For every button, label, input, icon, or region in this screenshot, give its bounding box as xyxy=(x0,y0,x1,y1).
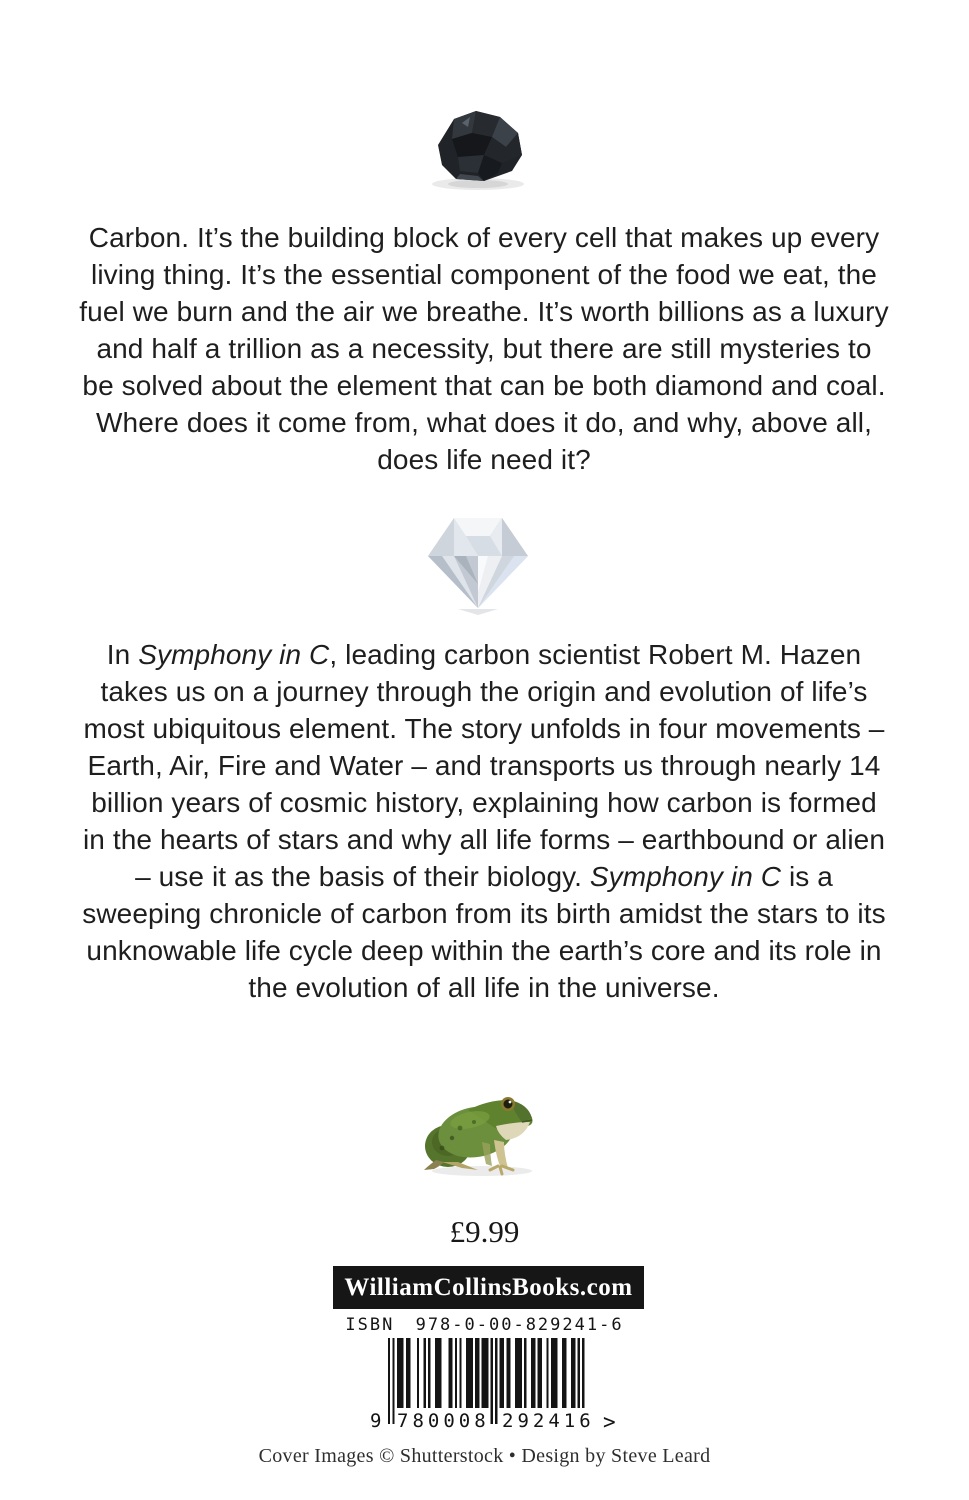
publisher-banner xyxy=(333,1266,644,1309)
intro-paragraph-text: Carbon. It’s the building block of every cell that makes up every living thing. It’s the essential component of the food we eat, the fuel we burn and the air we breathe. It’s worth billions as a luxury and half a trillion as a necessity, but there are still mysteries to be solved about the element that can be both diamond and coal. Where does it come from, what does it do, and why, above all, does life need it? xyxy=(79,222,889,475)
book-title-italic-2: Symphony in C xyxy=(589,861,782,892)
barcode xyxy=(372,1338,622,1438)
diamond-icon xyxy=(418,512,538,616)
isbn-label: ISBN 978-0-00-829241-6 xyxy=(345,1315,624,1335)
intro-paragraph xyxy=(78,219,890,478)
description-suffix: is a sweeping chronicle of carbon from its birth amidst the stars to its unknowable life cycle deep within the earth’s core and its role in the evolution of all life in the universe. xyxy=(82,861,886,1003)
cover-credit: Cover Images © Shutterstock • Design by Steve Leard xyxy=(258,1445,711,1467)
coal-image xyxy=(418,103,540,193)
frog-image xyxy=(418,1082,550,1180)
price-label: £9.99 xyxy=(449,1214,520,1249)
barcode-digit-lead: 9 xyxy=(370,1410,382,1432)
frog-icon xyxy=(418,1082,550,1180)
description-paragraph xyxy=(78,636,890,1006)
barcode-digits-right-group: 292416 xyxy=(502,1410,595,1432)
publisher-site-text: WilliamCollinsBooks.com xyxy=(344,1274,633,1301)
diamond-image xyxy=(418,512,538,616)
book-title-italic-1: Symphony in C xyxy=(138,639,330,670)
description-prefix: In xyxy=(106,639,139,670)
coal-icon xyxy=(418,103,540,193)
description-middle: , leading carbon scientist Robert M. Hazen takes us on a journey through the origin and evolution of life’s most ubiquitous element. The story unfolds in four movements – Earth, Air, Fire and Water – and transports us through nearly 14 billion years of cosmic history, explaining how carbon is formed in the hearts of stars and why all life forms – earthbound or alien – use it as the basis of their biology. xyxy=(82,639,886,892)
barcode-digits-left-group: 780008 xyxy=(397,1410,490,1432)
barcode-end-mark: > xyxy=(603,1410,616,1434)
